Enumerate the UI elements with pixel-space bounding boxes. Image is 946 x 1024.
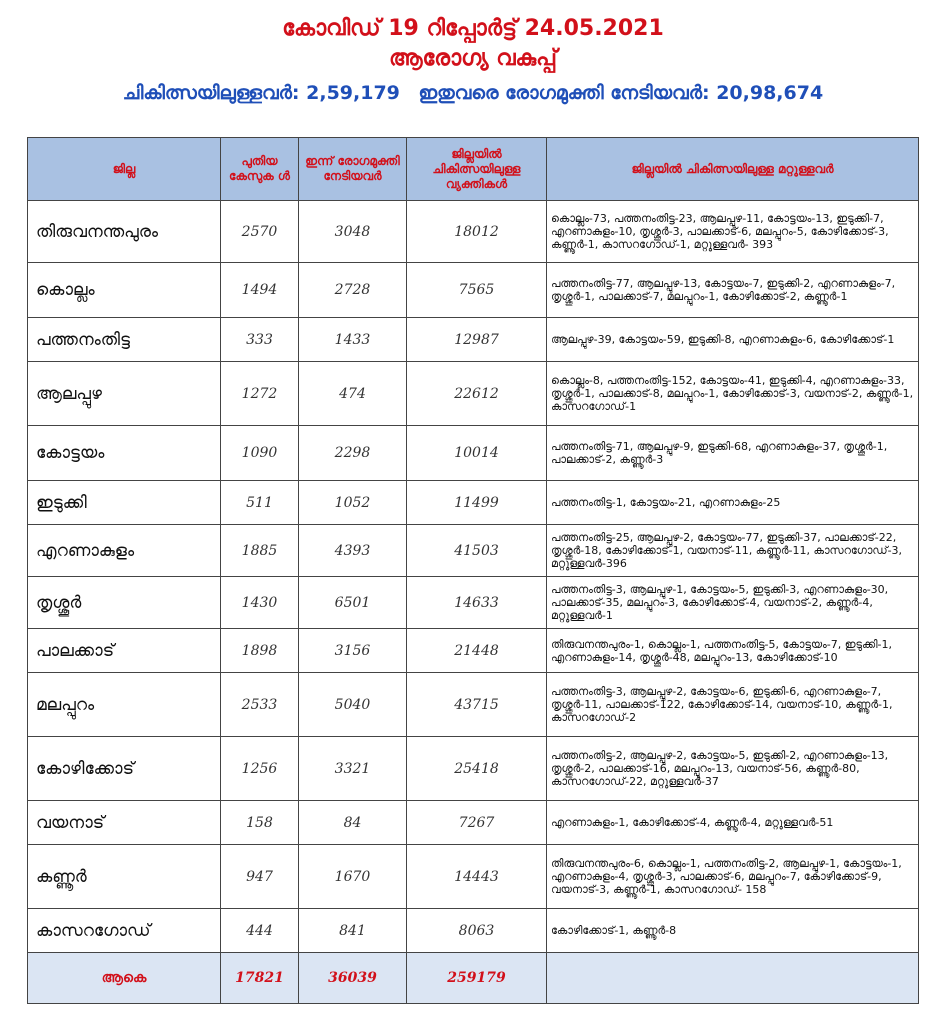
- table-row: [28, 263, 919, 318]
- others-cell: പത്തനംതിട്ട-25, ആലപ്പുഴ-2, കോട്ടയം-77, ഇടുക്കി-37, പാലക്കാട്-22, തൃശ്ശൂർ-18, കോഴിക്കോട്-1, വയനാട്-11, കണ്ണൂർ-11, കാസറഗോഡ്-3, മറ്റുള്ളവർ-396: [547, 525, 919, 577]
- column-header-district: ജില്ല: [28, 138, 221, 201]
- recovered-cell: 1670: [299, 845, 407, 909]
- recovered-cell: 3156: [299, 629, 407, 673]
- recovered-cell: 6501: [299, 577, 407, 629]
- new-cases-cell: 1494: [221, 263, 299, 318]
- active-cell: 25418: [407, 737, 547, 801]
- others-cell: ആലപ്പുഴ-39, കോട്ടയം-59, ഇടുക്കി-8, എറണാകുളം-6, കോഴിക്കോട്-1: [547, 318, 919, 362]
- district-name: വയനാട്: [28, 801, 221, 845]
- new-cases-cell: 2570: [221, 201, 299, 263]
- report-title: കോവിഡ് 19 റിപ്പോർട്ട് 24.05.2021: [282, 16, 664, 41]
- others-cell: പത്തനംതിട്ട-77, ആലപ്പുഴ-13, കോട്ടയം-7, ഇടുക്കി-2, എറണാകുളം-7, തൃശ്ശൂർ-1, പാലക്കാട്-7, മലപ്പുറം-1, കോഴിക്കോട്-2, കണ്ണൂർ-1: [547, 263, 919, 318]
- district-name: എറണാകുളം: [28, 525, 221, 577]
- table-row: [28, 481, 919, 525]
- department-name: ആരോഗ്യ വകുപ്പ്: [389, 46, 557, 71]
- new-cases-cell: 1256: [221, 737, 299, 801]
- others-cell: കോഴിക്കോട്-1, കണ്ണൂർ-8: [547, 909, 919, 953]
- active-cases-summary: ചികിത്സയിലുള്ളവർ: 2,59,179: [122, 82, 400, 104]
- active-cell: 14633: [407, 577, 547, 629]
- active-cell: 10014: [407, 426, 547, 481]
- column-header-new-cases: പുതിയ കേസുക ൾ: [221, 138, 299, 201]
- total-recovered-summary: ഇതുവരെ രോഗമുക്തി നേടിയവർ: 20,98,674: [418, 82, 824, 104]
- others-cell: പത്തനംതിട്ട-2, ആലപ്പുഴ-2, കോട്ടയം-5, ഇടുക്കി-2, എറണാകുളം-13, തൃശ്ശൂർ-2, പാലക്കാട്-16, മലപ്പുറം-13, വയനാട്-56, കണ്ണൂർ-80, കാസറഗോഡ്-22, മറ്റുള്ളവർ-37: [547, 737, 919, 801]
- total-active: 259179: [407, 953, 547, 1004]
- others-cell: എറണാകുളം-1, കോഴിക്കോട്-4, കണ്ണൂർ-4, മറ്റുള്ളവർ-51: [547, 801, 919, 845]
- active-cell: 7565: [407, 263, 547, 318]
- column-header-recovered-today: ഇന്ന് രോഗമുക്തി നേടിയവർ: [299, 138, 407, 201]
- active-cell: 18012: [407, 201, 547, 263]
- district-table: [27, 137, 919, 1004]
- district-name: ഇടുക്കി: [28, 481, 221, 525]
- recovered-cell: 474: [299, 362, 407, 426]
- table-row: [28, 525, 919, 577]
- recovered-cell: 1052: [299, 481, 407, 525]
- table-row: [28, 426, 919, 481]
- table-body: [28, 201, 919, 953]
- district-name: പത്തനംതിട്ട: [28, 318, 221, 362]
- table-row: [28, 801, 919, 845]
- new-cases-cell: 1272: [221, 362, 299, 426]
- others-cell: തിരുവനന്തപുരം-6, കൊല്ലം-1, പത്തനംതിട്ട-2, ആലപ്പുഴ-1, കോട്ടയം-1, എറണാകുളം-4, തൃശ്ശൂർ-3, പാലക്കാട്-6, മലപ്പുറം-7, കോഴിക്കോട്-9, വയനാട്-3, കണ്ണൂർ-1, കാസറഗോഡ്- 158: [547, 845, 919, 909]
- total-others-empty: [547, 953, 919, 1004]
- column-header-active-in-district: ജില്ലയിൽ ചികിത്സയിലുള്ള വ്യക്തികൾ: [407, 138, 547, 201]
- total-recovered: 36039: [299, 953, 407, 1004]
- active-cell: 11499: [407, 481, 547, 525]
- new-cases-cell: 1430: [221, 577, 299, 629]
- summary-line: [0, 78, 946, 108]
- new-cases-cell: 444: [221, 909, 299, 953]
- district-name: കൊല്ലം: [28, 263, 221, 318]
- district-name: കാസറഗോഡ്: [28, 909, 221, 953]
- table-row: [28, 845, 919, 909]
- others-cell: പത്തനംതിട്ട-3, ആലപ്പുഴ-2, കോട്ടയം-6, ഇടുക്കി-6, എറണാകുളം-7, തൃശ്ശൂർ-11, പാലക്കാട്-122, കോഴിക്കോട്-14, വയനാട്-10, കണ്ണൂർ-1, കാസറഗോഡ്-2: [547, 673, 919, 737]
- district-name: കണ്ണൂർ: [28, 845, 221, 909]
- active-cell: 21448: [407, 629, 547, 673]
- recovered-cell: 1433: [299, 318, 407, 362]
- recovered-cell: 4393: [299, 525, 407, 577]
- new-cases-cell: 333: [221, 318, 299, 362]
- table-row: [28, 362, 919, 426]
- table-header-row: [28, 138, 919, 201]
- district-name: പാലക്കാട്: [28, 629, 221, 673]
- active-cell: 41503: [407, 525, 547, 577]
- others-cell: കൊല്ലം-8, പത്തനംതിട്ട-152, കോട്ടയം-41, ഇടുക്കി-4, എറണാകുളം-33, തൃശ്ശൂർ-1, പാലക്കാട്-8, മലപ്പുറം-1, കോഴിക്കോട്-3, വയനാട്-2, കണ്ണൂർ-1, കാസറഗോഡ്-1: [547, 362, 919, 426]
- recovered-cell: 2728: [299, 263, 407, 318]
- total-row: [28, 953, 919, 1004]
- district-name: തിരുവനന്തപുരം: [28, 201, 221, 263]
- new-cases-cell: 2533: [221, 673, 299, 737]
- new-cases-cell: 1885: [221, 525, 299, 577]
- recovered-cell: 3048: [299, 201, 407, 263]
- district-name: തൃശ്ശൂർ: [28, 577, 221, 629]
- others-cell: തിരുവനന്തപുരം-1, കൊല്ലം-1, പത്തനംതിട്ട-5, കോട്ടയം-7, ഇടുക്കി-1, എറണാകുളം-14, തൃശ്ശൂർ-48, മലപ്പുറം-13, കോഴിക്കോട്-10: [547, 629, 919, 673]
- new-cases-cell: 511: [221, 481, 299, 525]
- district-name: കോഴിക്കോട്: [28, 737, 221, 801]
- recovered-cell: 84: [299, 801, 407, 845]
- recovered-cell: 5040: [299, 673, 407, 737]
- column-header-others-in-district: ജില്ലയിൽ ചികിത്സയിലുള്ള മറ്റുള്ളവർ: [547, 138, 919, 201]
- district-name: കോട്ടയം: [28, 426, 221, 481]
- others-cell: പത്തനംതിട്ട-3, ആലപ്പുഴ-1, കോട്ടയം-5, ഇടുക്കി-3, എറണാകുളം-30, പാലക്കാട്-35, മലപ്പുറം-3, കോഴിക്കോട്-4, വയനാട്-2, കണ്ണൂർ-4, മറ്റുള്ളവർ-1: [547, 577, 919, 629]
- new-cases-cell: 1090: [221, 426, 299, 481]
- others-cell: കൊല്ലം-73, പത്തനംതിട്ട-23, ആലപ്പുഴ-11, കോട്ടയം-13, ഇടുക്കി-7, എറണാകുളം-10, തൃശ്ശൂർ-3, പാലക്കാട്-6, മലപ്പുറം-5, കോഴിക്കോട്-3, കണ്ണൂർ-1, കാസറഗോഡ്-1, മറ്റുള്ളവർ- 393: [547, 201, 919, 263]
- active-cell: 12987: [407, 318, 547, 362]
- recovered-cell: 841: [299, 909, 407, 953]
- district-name: ആലപ്പുഴ: [28, 362, 221, 426]
- active-cell: 22612: [407, 362, 547, 426]
- report-header: [0, 0, 946, 108]
- new-cases-cell: 158: [221, 801, 299, 845]
- table-row: [28, 577, 919, 629]
- new-cases-cell: 1898: [221, 629, 299, 673]
- table-row: [28, 318, 919, 362]
- table-row: [28, 629, 919, 673]
- table-row: [28, 737, 919, 801]
- table-row: [28, 201, 919, 263]
- recovered-cell: 2298: [299, 426, 407, 481]
- active-cell: 14443: [407, 845, 547, 909]
- recovered-cell: 3321: [299, 737, 407, 801]
- new-cases-cell: 947: [221, 845, 299, 909]
- active-cell: 7267: [407, 801, 547, 845]
- district-name: മലപ്പുറം: [28, 673, 221, 737]
- table-row: [28, 909, 919, 953]
- others-cell: പത്തനംതിട്ട-1, കോട്ടയം-21, എറണാകുളം-25: [547, 481, 919, 525]
- active-cell: 43715: [407, 673, 547, 737]
- table-row: [28, 673, 919, 737]
- others-cell: പത്തനംതിട്ട-71, ആലപ്പുഴ-9, ഇടുക്കി-68, എറണാകുളം-37, തൃശ്ശൂർ-1, പാലക്കാട്-2, കണ്ണൂർ-3: [547, 426, 919, 481]
- total-new-cases: 17821: [221, 953, 299, 1004]
- total-label: ആകെ: [28, 953, 221, 1004]
- active-cell: 8063: [407, 909, 547, 953]
